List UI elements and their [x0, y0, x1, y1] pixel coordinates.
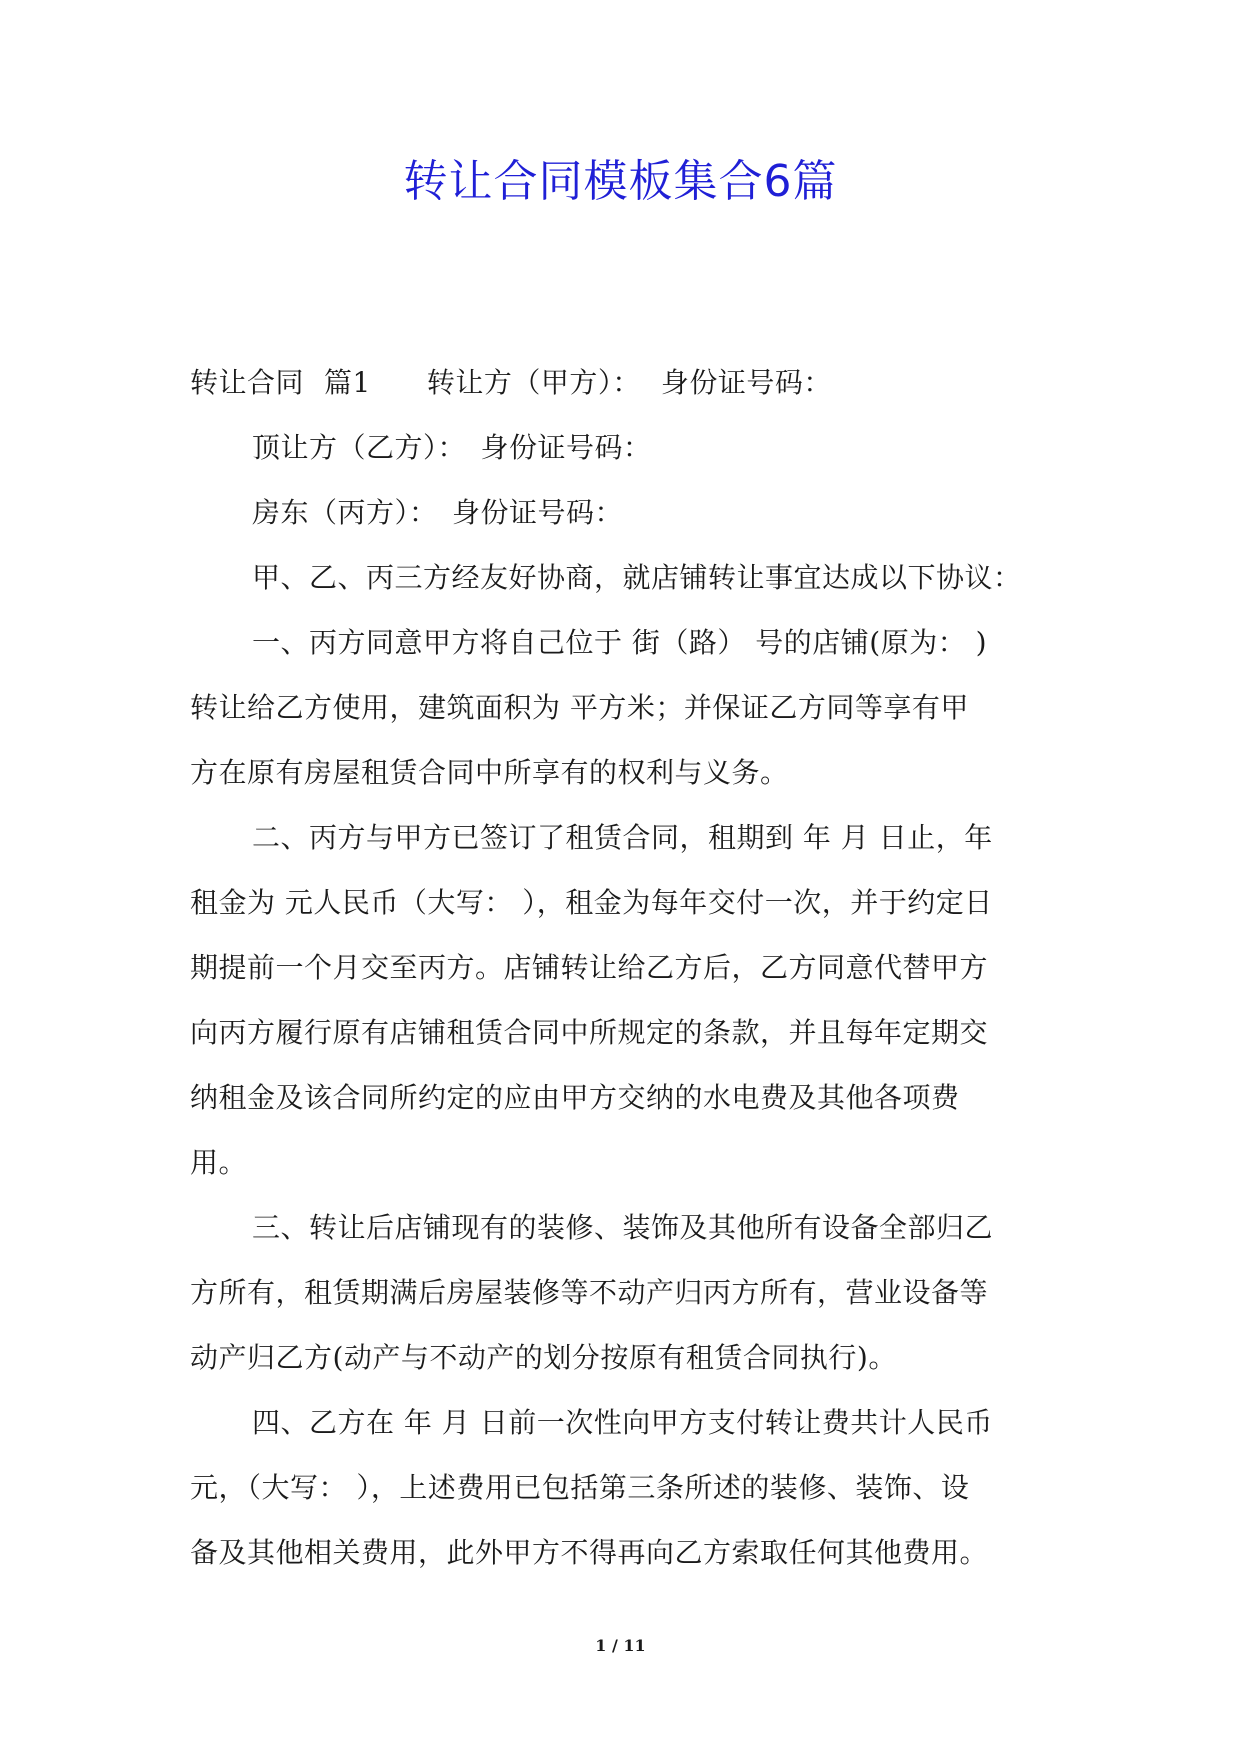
- page-number: 1 / 11: [595, 1636, 646, 1655]
- paragraph-line: 顶让方（乙方）： 身份证号码：: [252, 431, 652, 464]
- paragraph-line: 备及其他相关费用，此外甲方不得再向乙方索取任何其他费用。: [190, 1536, 989, 1569]
- paragraph-line: 方在原有房屋租赁合同中所享有的权利与义务。: [190, 756, 789, 789]
- paragraph-line: 向丙方履行原有店铺租赁合同中所规定的条款，并且每年定期交: [190, 1016, 989, 1049]
- paragraph-line: 用。: [190, 1146, 248, 1179]
- paragraph-line: 纳租金及该合同所约定的应由甲方交纳的水电费及其他各项费: [190, 1081, 960, 1114]
- paragraph-line: 期提前一个月交至丙方。店铺转让给乙方后，乙方同意代替甲方: [190, 951, 989, 984]
- contract-heading: 转让合同: [190, 366, 305, 399]
- paragraph-line: 方所有，租赁期满后房屋装修等不动产归丙方所有，营业设备等: [190, 1276, 989, 1309]
- document-body: [190, 350, 1052, 1585]
- paragraph-line: 房东（丙方）： 身份证号码：: [252, 496, 624, 529]
- transferor-id-label: 身份证号码：: [660, 366, 832, 399]
- contract-part: 篇1: [324, 366, 371, 399]
- paragraph-line: 二、丙方与甲方已签订了租赁合同，租期到 年 月 日止，年: [252, 821, 993, 854]
- paragraph-line: 转让给乙方使用，建筑面积为 平方米；并保证乙方同等享有甲: [190, 691, 969, 724]
- document-title: 转让合同模板集合6篇: [403, 156, 838, 207]
- paragraph-line: 租金为 元人民币（大写： ），租金为每年交付一次，并于约定日: [190, 886, 993, 919]
- paragraph-line: 甲、乙、丙三方经友好协商，就店铺转让事宜达成以下协议：: [252, 561, 1022, 594]
- paragraph-line: 四、乙方在 年 月 日前一次性向甲方支付转让费共计人民币: [252, 1406, 993, 1439]
- paragraph-line: 元，（大写： ），上述费用已包括第三条所述的装修、装饰、设: [190, 1471, 970, 1504]
- transferor-label: 转让方（甲方）：: [426, 366, 641, 399]
- paragraph-line: 一、丙方同意甲方将自己位于 街（路） 号的店铺(原为： ): [252, 626, 988, 659]
- paragraph-line: 动产归乙方(动产与不动产的划分按原有租赁合同执行)。: [190, 1341, 897, 1374]
- paragraph-line: 三、转让后店铺现有的装修、装饰及其他所有设备全部归乙: [252, 1211, 994, 1244]
- header-line: [190, 350, 1052, 415]
